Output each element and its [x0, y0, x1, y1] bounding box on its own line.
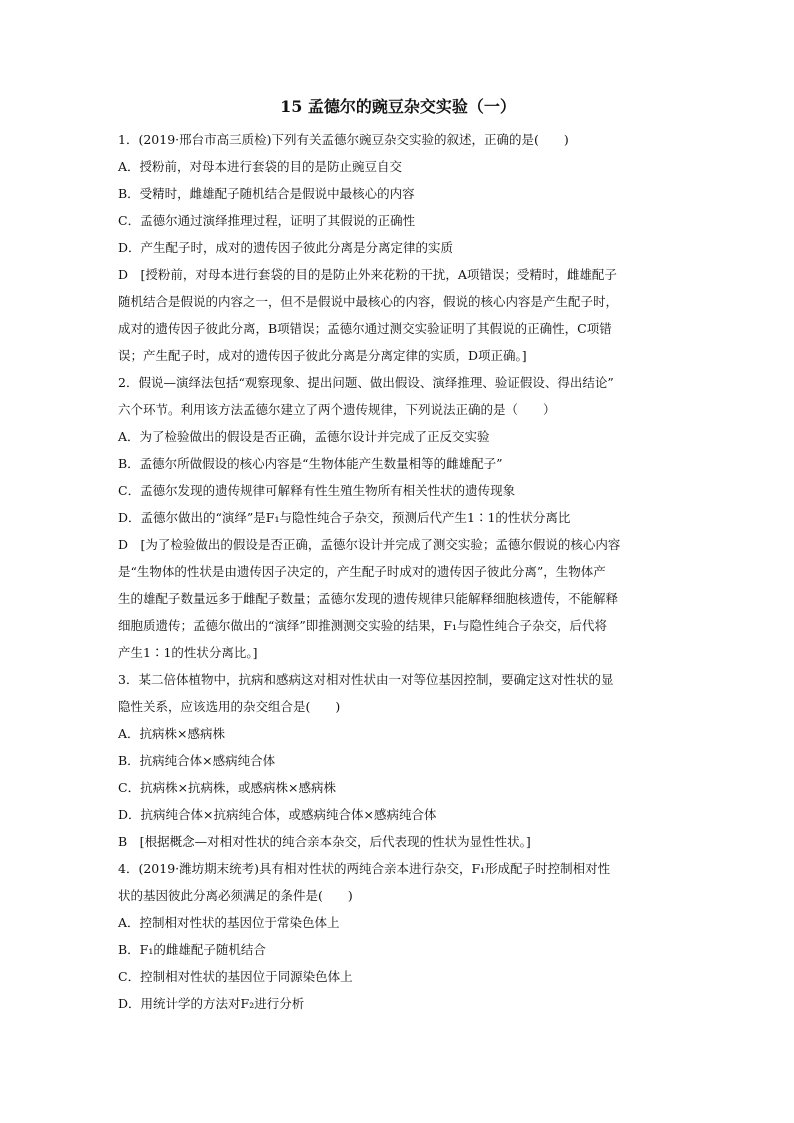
answer-line: B [根据概念—对相对性状的纯合亲本杂交，后代表现的性状为显性性状。]: [118, 834, 531, 849]
question-option: D．产生配子时，成对的遗传因子彼此分离是分离定律的实质: [118, 240, 454, 255]
question-option: A．控制相对性状的基因位于常染色体上: [118, 915, 340, 930]
answer-explanation: [118, 531, 678, 666]
question-stem-line: 3．某二倍体植物中，抗病和感病这对相对性状由一对等位基因控制，要确定这对性状的显: [118, 672, 614, 687]
document-title: 15 孟德尔的豌豆杂交实验（一）: [280, 97, 516, 116]
answer-line: 产生1∶1的性状分离比。]: [118, 645, 258, 660]
question-option: D．孟德尔做出的“演绎”是F₁与隐性纯合子杂交，预测后代产生1∶1的性状分离比: [118, 510, 571, 525]
question-option: C．孟德尔通过演绎推理过程，证明了其假说的正确性: [118, 213, 416, 228]
answer-line: 是“生物体的性状是由遗传因子决定的，产生配子时成对的遗传因子彼此分离”，生物体产: [118, 564, 606, 579]
answer-explanation: [118, 261, 678, 369]
question-option: C．抗病株×抗病株，或感病株×感病株: [118, 780, 337, 795]
question-option: B．孟德尔所做假设的核心内容是“生物体能产生数量相等的雌雄配子”: [118, 456, 503, 471]
answer-line: D [授粉前，对母本进行套袋的目的是防止外来花粉的干扰，A项错误；受精时，雌雄配子: [118, 267, 617, 282]
question-option: C．孟德尔发现的遗传规律可解释有性生殖生物所有相关性状的遗传现象: [118, 483, 516, 498]
question-2: [118, 369, 678, 666]
question-4: [118, 855, 678, 1017]
question-stem-line: 状的基因彼此分离必须满足的条件是( ): [118, 888, 353, 903]
question-option: B．抗病纯合体×感病纯合体: [118, 753, 276, 768]
question-1: [118, 126, 678, 369]
answer-explanation: [118, 828, 678, 855]
question-option: A．抗病株×感病株: [118, 726, 226, 741]
answer-line: 细胞质遗传；孟德尔做出的“演绎”即推测测交实验的结果，F₁与隐性纯合子杂交，后代将: [118, 618, 607, 633]
question-list: [118, 126, 678, 1017]
question-option: B．F₁的雌雄配子随机结合: [118, 942, 266, 957]
answer-line: 随机结合是假说的内容之一，但不是假说中最核心的内容，假说的核心内容是产生配子时，: [118, 294, 619, 309]
answer-line: D [为了检验做出的假设是否正确，孟德尔设计并完成了测交实验；孟德尔假说的核心内容: [118, 537, 621, 552]
question-stem-line: 1．(2019·邢台市高三质检)下列有关孟德尔豌豆杂交实验的叙述，正确的是( ): [118, 132, 569, 147]
answer-line: 生的雄配子数量远多于雌配子数量；孟德尔发现的遗传规律只能解释细胞核遗传，不能解释: [118, 591, 619, 606]
question-option: D．用统计学的方法对F₂进行分析: [118, 996, 305, 1011]
question-stem-line: 2．假说—演绎法包括“观察现象、提出问题、做出假设、演绎推理、验证假设、得出结论”: [118, 375, 614, 390]
question-option: D．抗病纯合体×抗病纯合体，或感病纯合体×感病纯合体: [118, 807, 437, 822]
question-option: A．为了检验做出的假设是否正确，孟德尔设计并完成了正反交实验: [118, 429, 490, 444]
question-option: C．控制相对性状的基因位于同源染色体上: [118, 969, 353, 984]
answer-line: 误；产生配子时，成对的遗传因子彼此分离是分离定律的实质，D项正确。]: [118, 348, 527, 363]
question-3: [118, 666, 678, 855]
question-stem-line: 隐性关系，应该选用的杂交组合是( ): [118, 699, 341, 714]
question-stem-line: 六个环节。利用该方法孟德尔建立了两个遗传规律，下列说法正确的是（ ）: [118, 402, 556, 417]
document-page: [118, 96, 678, 1017]
question-option: A．授粉前，对母本进行套袋的目的是防止豌豆自交: [118, 159, 403, 174]
answer-line: 成对的遗传因子彼此分离，B项错误；孟德尔通过测交实验证明了其假说的正确性，C项错: [118, 321, 612, 336]
question-stem-line: 4．(2019·潍坊期末统考)具有相对性状的两纯合亲本进行杂交，F₁形成配子时控制相对性: [118, 861, 611, 876]
question-option: B．受精时，雌雄配子随机结合是假说中最核心的内容: [118, 186, 415, 201]
